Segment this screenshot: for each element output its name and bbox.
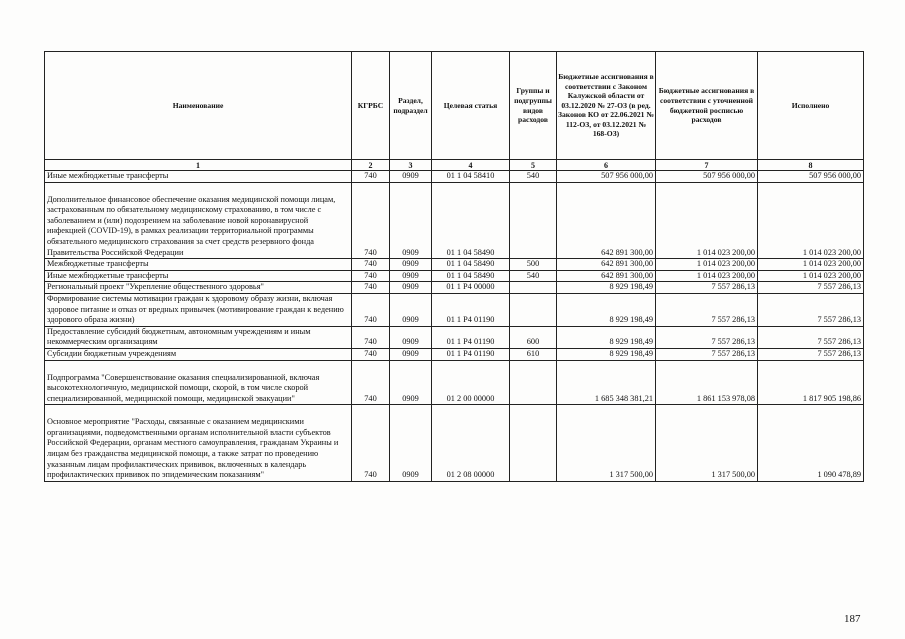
row-section: 0909 (390, 282, 432, 294)
header-law: Бюджетные ассигнования в соответствии с Законом Калужской области от 03.12.2020 № 27-ОЗ (в ред. Законов КО от 22.06.2021 № 112-ОЗ, от 03.12.2021 № 168-ОЗ) (557, 52, 656, 160)
table-row (45, 405, 864, 482)
row-done: 1 817 905 198,86 (758, 360, 864, 405)
row-law: 1 685 348 381,21 (557, 360, 656, 405)
row-done: 7 557 286,13 (758, 326, 864, 348)
column-number: 6 (557, 160, 656, 171)
header-groups: Группы и подгруппы видов расходов (510, 52, 557, 160)
row-kgrbs: 740 (352, 405, 390, 482)
row-law: 8 929 198,49 (557, 326, 656, 348)
row-target: 01 1 04 58490 (432, 259, 510, 271)
row-kgrbs: 740 (352, 348, 390, 360)
row-kgrbs: 740 (352, 293, 390, 326)
row-kgrbs: 740 (352, 282, 390, 294)
row-law: 8 929 198,49 (557, 282, 656, 294)
row-target: 01 1 P4 01190 (432, 293, 510, 326)
row-vr (510, 405, 557, 482)
header-target: Целевая статья (432, 52, 510, 160)
page-number: 187 (844, 613, 861, 625)
row-section: 0909 (390, 360, 432, 405)
row-done: 7 557 286,13 (758, 348, 864, 360)
row-vr (510, 282, 557, 294)
row-section: 0909 (390, 326, 432, 348)
table-row (45, 270, 864, 282)
row-done: 1 014 023 200,00 (758, 182, 864, 259)
row-kgrbs: 740 (352, 259, 390, 271)
row-refined: 7 557 286,13 (656, 282, 758, 294)
row-law: 642 891 300,00 (557, 270, 656, 282)
row-refined: 1 317 500,00 (656, 405, 758, 482)
row-refined: 1 014 023 200,00 (656, 259, 758, 271)
row-name: Формирование системы мотивации граждан к здоровому образу жизни, включая здоровое питание и отказ от вредных привычек (мотивирование граждан к ведению здорового образа жизни) (45, 293, 352, 326)
header-refined: Бюджетные ассигнования в соответствии с уточненной бюджетной росписью расходов (656, 52, 758, 160)
table-row (45, 360, 864, 405)
row-kgrbs: 740 (352, 360, 390, 405)
row-section: 0909 (390, 293, 432, 326)
row-section: 0909 (390, 348, 432, 360)
row-vr: 500 (510, 259, 557, 271)
column-number: 3 (390, 160, 432, 171)
row-name: Региональный проект "Укрепление общественного здоровья" (45, 282, 352, 294)
row-refined: 1 014 023 200,00 (656, 182, 758, 259)
row-vr (510, 360, 557, 405)
row-done: 1 014 023 200,00 (758, 270, 864, 282)
row-target: 01 1 04 58410 (432, 171, 510, 183)
row-done: 1 090 478,89 (758, 405, 864, 482)
row-done: 7 557 286,13 (758, 282, 864, 294)
table-row (45, 348, 864, 360)
row-law: 1 317 500,00 (557, 405, 656, 482)
header-row (45, 52, 864, 160)
row-section: 0909 (390, 259, 432, 271)
table-row (45, 326, 864, 348)
row-target: 01 1 P4 00000 (432, 282, 510, 294)
table-row (45, 182, 864, 259)
header-done: Исполнено (758, 52, 864, 160)
row-name: Дополнительное финансовое обеспечение оказания медицинской помощи лицам, застрахованным по обязательному медицинскому страхованию, в том числе с заболеванием и (или) подозрением на заболевание новой коронавирусной инфекцией (COVID-19), в рамках реализации территориальной программы обязательного медицинского страхования за счет средств резервного фонда Правительства Российской Федерации (45, 182, 352, 259)
column-number: 8 (758, 160, 864, 171)
row-target: 01 1 04 58490 (432, 182, 510, 259)
header-section: Раздел, подраздел (390, 52, 432, 160)
row-law: 8 929 198,49 (557, 348, 656, 360)
row-done: 1 014 023 200,00 (758, 259, 864, 271)
row-kgrbs: 740 (352, 326, 390, 348)
column-number: 7 (656, 160, 758, 171)
column-number: 5 (510, 160, 557, 171)
row-vr (510, 293, 557, 326)
row-name: Подпрограмма "Совершенствование оказания специализированной, включая высокотехнологичную, медицинской помощи, скорой, в том числе скорой специализированной, медицинской помощи, медицинской эвакуации" (45, 360, 352, 405)
row-refined: 7 557 286,13 (656, 348, 758, 360)
row-kgrbs: 740 (352, 171, 390, 183)
row-name: Основное мероприятие "Расходы, связанные с оказанием медицинскими организациями, подведомственными органам исполнительной власти субъектов Российской Федерации, органам местного самоуправления, гражданам Украины и лицам без гражданства медицинской помощи, а также затрат по проведению указанным лицам профилактических прививок, включенных в календарь профилактических прививок по эпидемическим показаниям" (45, 405, 352, 482)
row-name: Межбюджетные трансферты (45, 259, 352, 271)
table-row (45, 171, 864, 183)
row-law: 507 956 000,00 (557, 171, 656, 183)
header-kgrbs: КГРБС (352, 52, 390, 160)
row-target: 01 2 00 00000 (432, 360, 510, 405)
row-name: Иные межбюджетные трансферты (45, 270, 352, 282)
row-target: 01 1 P4 01190 (432, 348, 510, 360)
row-name: Субсидии бюджетным учреждениям (45, 348, 352, 360)
table-row (45, 282, 864, 294)
row-refined: 507 956 000,00 (656, 171, 758, 183)
row-refined: 7 557 286,13 (656, 293, 758, 326)
row-done: 7 557 286,13 (758, 293, 864, 326)
row-law: 642 891 300,00 (557, 182, 656, 259)
row-vr: 540 (510, 171, 557, 183)
column-number: 1 (45, 160, 352, 171)
budget-table (44, 51, 864, 482)
row-refined: 1 014 023 200,00 (656, 270, 758, 282)
row-section: 0909 (390, 171, 432, 183)
row-kgrbs: 740 (352, 182, 390, 259)
row-refined: 7 557 286,13 (656, 326, 758, 348)
row-target: 01 2 08 00000 (432, 405, 510, 482)
row-law: 642 891 300,00 (557, 259, 656, 271)
column-number-row (45, 160, 864, 171)
header-name: Наименование (45, 52, 352, 160)
table-row (45, 293, 864, 326)
row-vr: 600 (510, 326, 557, 348)
row-done: 507 956 000,00 (758, 171, 864, 183)
row-law: 8 929 198,49 (557, 293, 656, 326)
row-kgrbs: 740 (352, 270, 390, 282)
row-name: Иные межбюджетные трансферты (45, 171, 352, 183)
row-vr: 610 (510, 348, 557, 360)
row-target: 01 1 P4 01190 (432, 326, 510, 348)
row-vr: 540 (510, 270, 557, 282)
row-section: 0909 (390, 405, 432, 482)
row-section: 0909 (390, 270, 432, 282)
row-refined: 1 861 153 978,08 (656, 360, 758, 405)
row-name: Предоставление субсидий бюджетным, автономным учреждениям и иным некоммерческим организациям (45, 326, 352, 348)
row-target: 01 1 04 58490 (432, 270, 510, 282)
table-row (45, 259, 864, 271)
row-section: 0909 (390, 182, 432, 259)
column-number: 4 (432, 160, 510, 171)
column-number: 2 (352, 160, 390, 171)
row-vr (510, 182, 557, 259)
